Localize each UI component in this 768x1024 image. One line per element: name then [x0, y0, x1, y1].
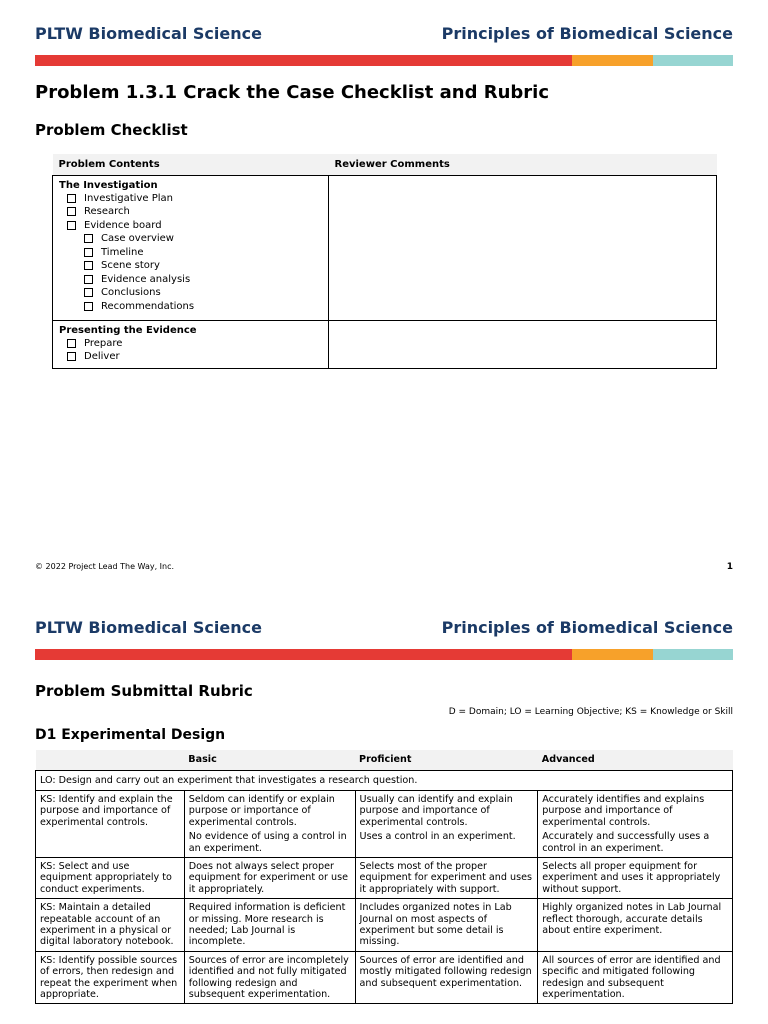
checkbox-icon[interactable]: [67, 194, 76, 203]
rubric-table: [35, 750, 733, 1004]
checklist-item[interactable]: Evidence board: [59, 219, 322, 233]
ks-cell: KS: Select and use equipment appropriately to conduct experiments.: [36, 857, 185, 898]
header-color-band: [35, 55, 733, 66]
checkbox-icon[interactable]: [67, 339, 76, 348]
checkbox-icon[interactable]: [84, 234, 93, 243]
checklist-item[interactable]: Case overview: [59, 232, 322, 246]
page-header: [35, 24, 733, 46]
learning-objective-row: [36, 770, 733, 790]
ks-cell: KS: Identify and explain the purpose and importance of experimental controls.: [36, 790, 185, 857]
col-advanced: Advanced: [538, 750, 733, 770]
checklist-heading: Problem Checklist: [35, 121, 188, 139]
checklist-item[interactable]: Prepare: [59, 337, 322, 351]
basic-cell: Does not always select proper equipment for experiment or use it appropriately.: [184, 857, 355, 898]
checklist-section-investigation: [53, 175, 717, 320]
checklist-table: [52, 154, 717, 369]
rubric-legend: D = Domain; LO = Learning Objective; KS = Knowledge or Skill: [448, 707, 733, 717]
checklist-item[interactable]: Timeline: [59, 246, 322, 260]
checklist-item[interactable]: Scene story: [59, 259, 322, 273]
section-title: The Investigation: [59, 179, 158, 191]
checklist-header-row: [53, 154, 717, 175]
proficient-cell: Selects most of the proper equipment for experiment and uses it appropriately with support.: [355, 857, 538, 898]
page-number: 1: [726, 562, 733, 572]
proficient-cell: Sources of error are identified and mostly mitigated following redesign and subsequent experimentation.: [355, 951, 538, 1004]
checkbox-icon[interactable]: [67, 352, 76, 361]
ks-cell: KS: Identify possible sources of errors, then redesign and repeat the experiment when appropriate.: [36, 951, 185, 1004]
checklist-section-presenting: [53, 320, 717, 368]
rubric-heading: Problem Submittal Rubric: [35, 682, 253, 700]
learning-objective: LO: Design and carry out an experiment that investigates a research question.: [36, 770, 733, 790]
header-course: Principles of Biomedical Science: [441, 24, 733, 43]
checklist-item[interactable]: Deliver: [59, 350, 322, 364]
rubric-row: [36, 790, 733, 857]
checklist-item[interactable]: Evidence analysis: [59, 273, 322, 287]
rubric-row: [36, 857, 733, 898]
advanced-cell: All sources of error are identified and specific and mitigated following redesign and subsequent experimentation.: [538, 951, 733, 1004]
document-title: Problem 1.3.1 Crack the Case Checklist and Rubric: [35, 82, 550, 103]
basic-cell: Required information is deficient or missing. More research is needed; Lab Journal is incomplete.: [184, 899, 355, 952]
advanced-cell: Selects all proper equipment for experiment and uses it appropriately without support.: [538, 857, 733, 898]
checklist-item[interactable]: Research: [59, 205, 322, 219]
header-course: Principles of Biomedical Science: [441, 618, 733, 637]
header-color-band: [35, 649, 733, 660]
col-basic: Basic: [184, 750, 355, 770]
section-title: Presenting the Evidence: [59, 324, 197, 336]
reviewer-comment-cell[interactable]: [329, 320, 717, 368]
header-program: PLTW Biomedical Science: [35, 24, 262, 43]
checklist-item[interactable]: Conclusions: [59, 286, 322, 300]
ks-cell: KS: Maintain a detailed repeatable account of an experiment in a physical or digital laboratory notebook.: [36, 899, 185, 952]
reviewer-comment-cell[interactable]: [329, 175, 717, 320]
col-problem-contents: Problem Contents: [53, 154, 329, 175]
rubric-row: [36, 951, 733, 1004]
proficient-cell: Usually can identify and explain purpose and importance of experimental controls. Uses a control in an experiment.: [355, 790, 538, 857]
checkbox-icon[interactable]: [84, 288, 93, 297]
checkbox-icon[interactable]: [84, 261, 93, 270]
checkbox-icon[interactable]: [67, 221, 76, 230]
checkbox-icon[interactable]: [84, 275, 93, 284]
col-reviewer-comments: Reviewer Comments: [329, 154, 717, 175]
checkbox-icon[interactable]: [67, 207, 76, 216]
col-proficient: Proficient: [355, 750, 538, 770]
checklist-item[interactable]: Investigative Plan: [59, 192, 322, 206]
domain-title: D1 Experimental Design: [35, 727, 226, 743]
checkbox-icon[interactable]: [84, 302, 93, 311]
basic-cell: Sources of error are incompletely identified and not fully mitigated following redesign and subsequent experimentation.: [184, 951, 355, 1004]
checklist-item[interactable]: Recommendations: [59, 300, 322, 314]
page-header: [35, 618, 733, 640]
col-ks: [36, 750, 185, 770]
basic-cell: Seldom can identify or explain purpose or importance of experimental controls. No evidence of using a control in an experiment.: [184, 790, 355, 857]
page-2: [0, 594, 768, 1024]
advanced-cell: Highly organized notes in Lab Journal reflect thorough, accurate details about entire experiment.: [538, 899, 733, 952]
proficient-cell: Includes organized notes in Lab Journal on most aspects of experiment but some detail is missing.: [355, 899, 538, 952]
advanced-cell: Accurately identifies and explains purpose and importance of experimental controls. Accurately and successfully uses a control in an experiment.: [538, 790, 733, 857]
rubric-header-row: [36, 750, 733, 770]
copyright-footer: © 2022 Project Lead The Way, Inc.: [35, 562, 175, 571]
rubric-row: [36, 899, 733, 952]
checkbox-icon[interactable]: [84, 248, 93, 257]
header-program: PLTW Biomedical Science: [35, 618, 262, 637]
